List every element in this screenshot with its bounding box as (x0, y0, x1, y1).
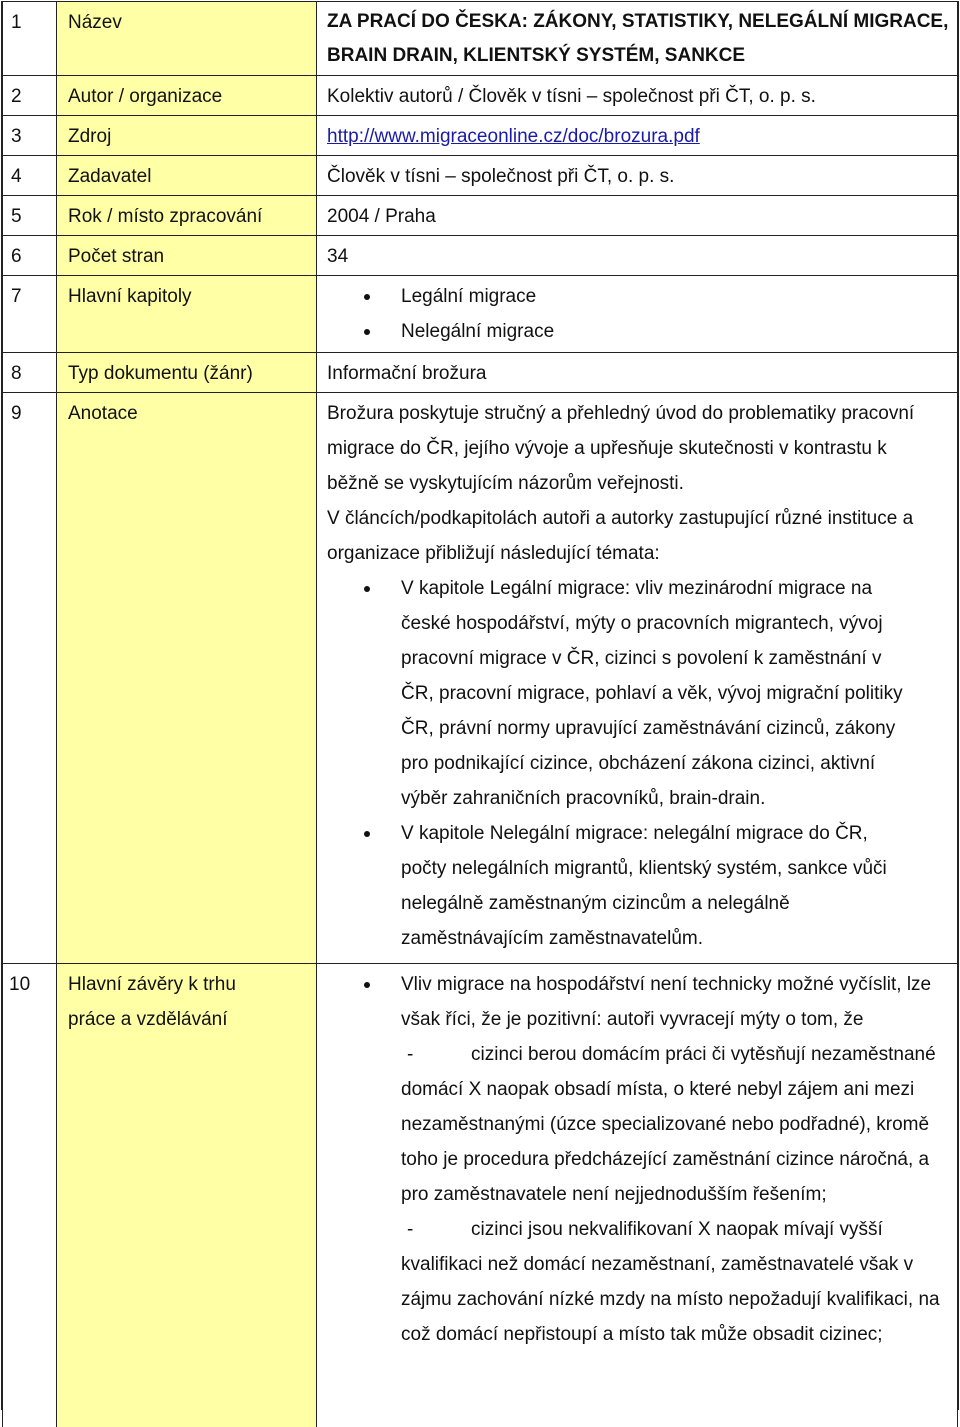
doc-type-value: Informační brožura (317, 353, 958, 393)
table-row (3, 236, 958, 276)
row-number: 9 (3, 393, 57, 964)
dash-item (401, 1212, 945, 1352)
row-label: Hlavní kapitoly (57, 276, 317, 353)
table-row (3, 276, 958, 353)
table-row (3, 156, 958, 196)
page-count-value: 34 (317, 236, 958, 276)
table-row (3, 2, 958, 76)
row-label: Počet stran (57, 236, 317, 276)
annotation-paragraph: V článcích/podkapitolách autoři a autorky zastupující různé instituce a organizace přibližují následující témata: (327, 501, 927, 571)
row-number: 3 (3, 116, 57, 156)
row-label: Zadavatel (57, 156, 317, 196)
table-row (3, 116, 958, 156)
sponsor-value: Člověk v tísni – společnost při ČT, o. p. s. (317, 156, 958, 196)
list-item: Vliv migrace na hospodářství není technicky možné vyčíslit, lze však říci, že je pozitivní: autoři vyvracejí mýty o tom, že (401, 967, 945, 1037)
chapter-list (327, 279, 949, 349)
row-label: Zdroj (57, 116, 317, 156)
dash-item (401, 1037, 945, 1212)
row-number: 10 (3, 964, 57, 1427)
annotation-list (327, 571, 927, 956)
list-item: Legální migrace (401, 279, 949, 314)
source-link[interactable]: http://www.migraceonline.cz/doc/brozura.pdf (327, 126, 700, 147)
row-label: Název (57, 2, 317, 76)
row-number: 7 (3, 276, 57, 353)
row-label: Hlavní závěry k trhu práce a vzdělávání (57, 964, 317, 1427)
dash-text: cizinci jsou nekvalifikovaní X naopak mívají vyšší kvalifikaci než domácí nezaměstnaní, zaměstnavatelé však v zájmu zachování nízké mzdy na místo nepožadují kvalifikaci, na což domácí nepřistoupí a místo tak může obsadit cizinec; (401, 1219, 940, 1345)
dash-text: cizinci berou domácím práci či vytěsňují nezaměstnané domácí X naopak obsadí místa, o které nebyl zájem ani mezi nezaměstnanými (úzce specializované nebo podřadné), kromě toho je procedura předcházející zaměstnání cizince náročná, a pro zaměstnavatele není nejjednodušším řešením; (401, 1044, 936, 1205)
document-table (1, 1, 959, 1410)
table-row (3, 196, 958, 236)
list-item: V kapitole Nelegální migrace: nelegální migrace do ČR, počty nelegálních migrantů, klientský systém, sankce vůči nelegálně zaměstnaným cizincům a nelegálně zaměstnávajícím zaměstnavatelům. (401, 816, 917, 956)
dash-mark: - (401, 1212, 471, 1247)
row-number: 4 (3, 156, 57, 196)
table-row (3, 353, 958, 393)
author-value: Kolektiv autorů / Člověk v tísni – společnost při ČT, o. p. s. (317, 76, 958, 116)
list-item: Nelegální migrace (401, 314, 949, 349)
table-row (3, 964, 958, 1427)
row-number: 8 (3, 353, 57, 393)
row-number: 5 (3, 196, 57, 236)
row-number: 2 (3, 76, 57, 116)
row-number: 1 (3, 2, 57, 76)
year-place-value: 2004 / Praha (317, 196, 958, 236)
document-title: ZA PRACÍ DO ČESKA: ZÁKONY, STATISTIKY, NELEGÁLNÍ MIGRACE, BRAIN DRAIN, KLIENTSKÝ SYSTÉM, SANKCE (317, 2, 958, 76)
list-item: V kapitole Legální migrace: vliv mezinárodní migrace na české hospodářství, mýty o pracovních migrantech, vývoj pracovní migrace v ČR, cizinci s povolení k zaměstnání v ČR, pracovní migrace, pohlaví a věk, vývoj migrační politiky ČR, právní normy upravující zaměstnávání cizinců, zákony pro podnikající cizince, obcházení zákona cizinci, aktivní výběr zahraničních pracovníků, brain-drain. (401, 571, 917, 816)
row-label: Typ dokumentu (žánr) (57, 353, 317, 393)
dash-mark: - (401, 1037, 471, 1072)
annotation-paragraph: Brožura poskytuje stručný a přehledný úvod do problematiky pracovní migrace do ČR, jejího vývoje a upřesňuje skutečnosti v kontrastu k běžně se vyskytujícím názorům veřejnosti. (327, 396, 927, 501)
row-label: Autor / organizace (57, 76, 317, 116)
table-row (3, 76, 958, 116)
row-label: Anotace (57, 393, 317, 964)
table-row (3, 393, 958, 964)
row-number: 6 (3, 236, 57, 276)
row-label: Rok / místo zpracování (57, 196, 317, 236)
conclusion-list (327, 967, 945, 1037)
